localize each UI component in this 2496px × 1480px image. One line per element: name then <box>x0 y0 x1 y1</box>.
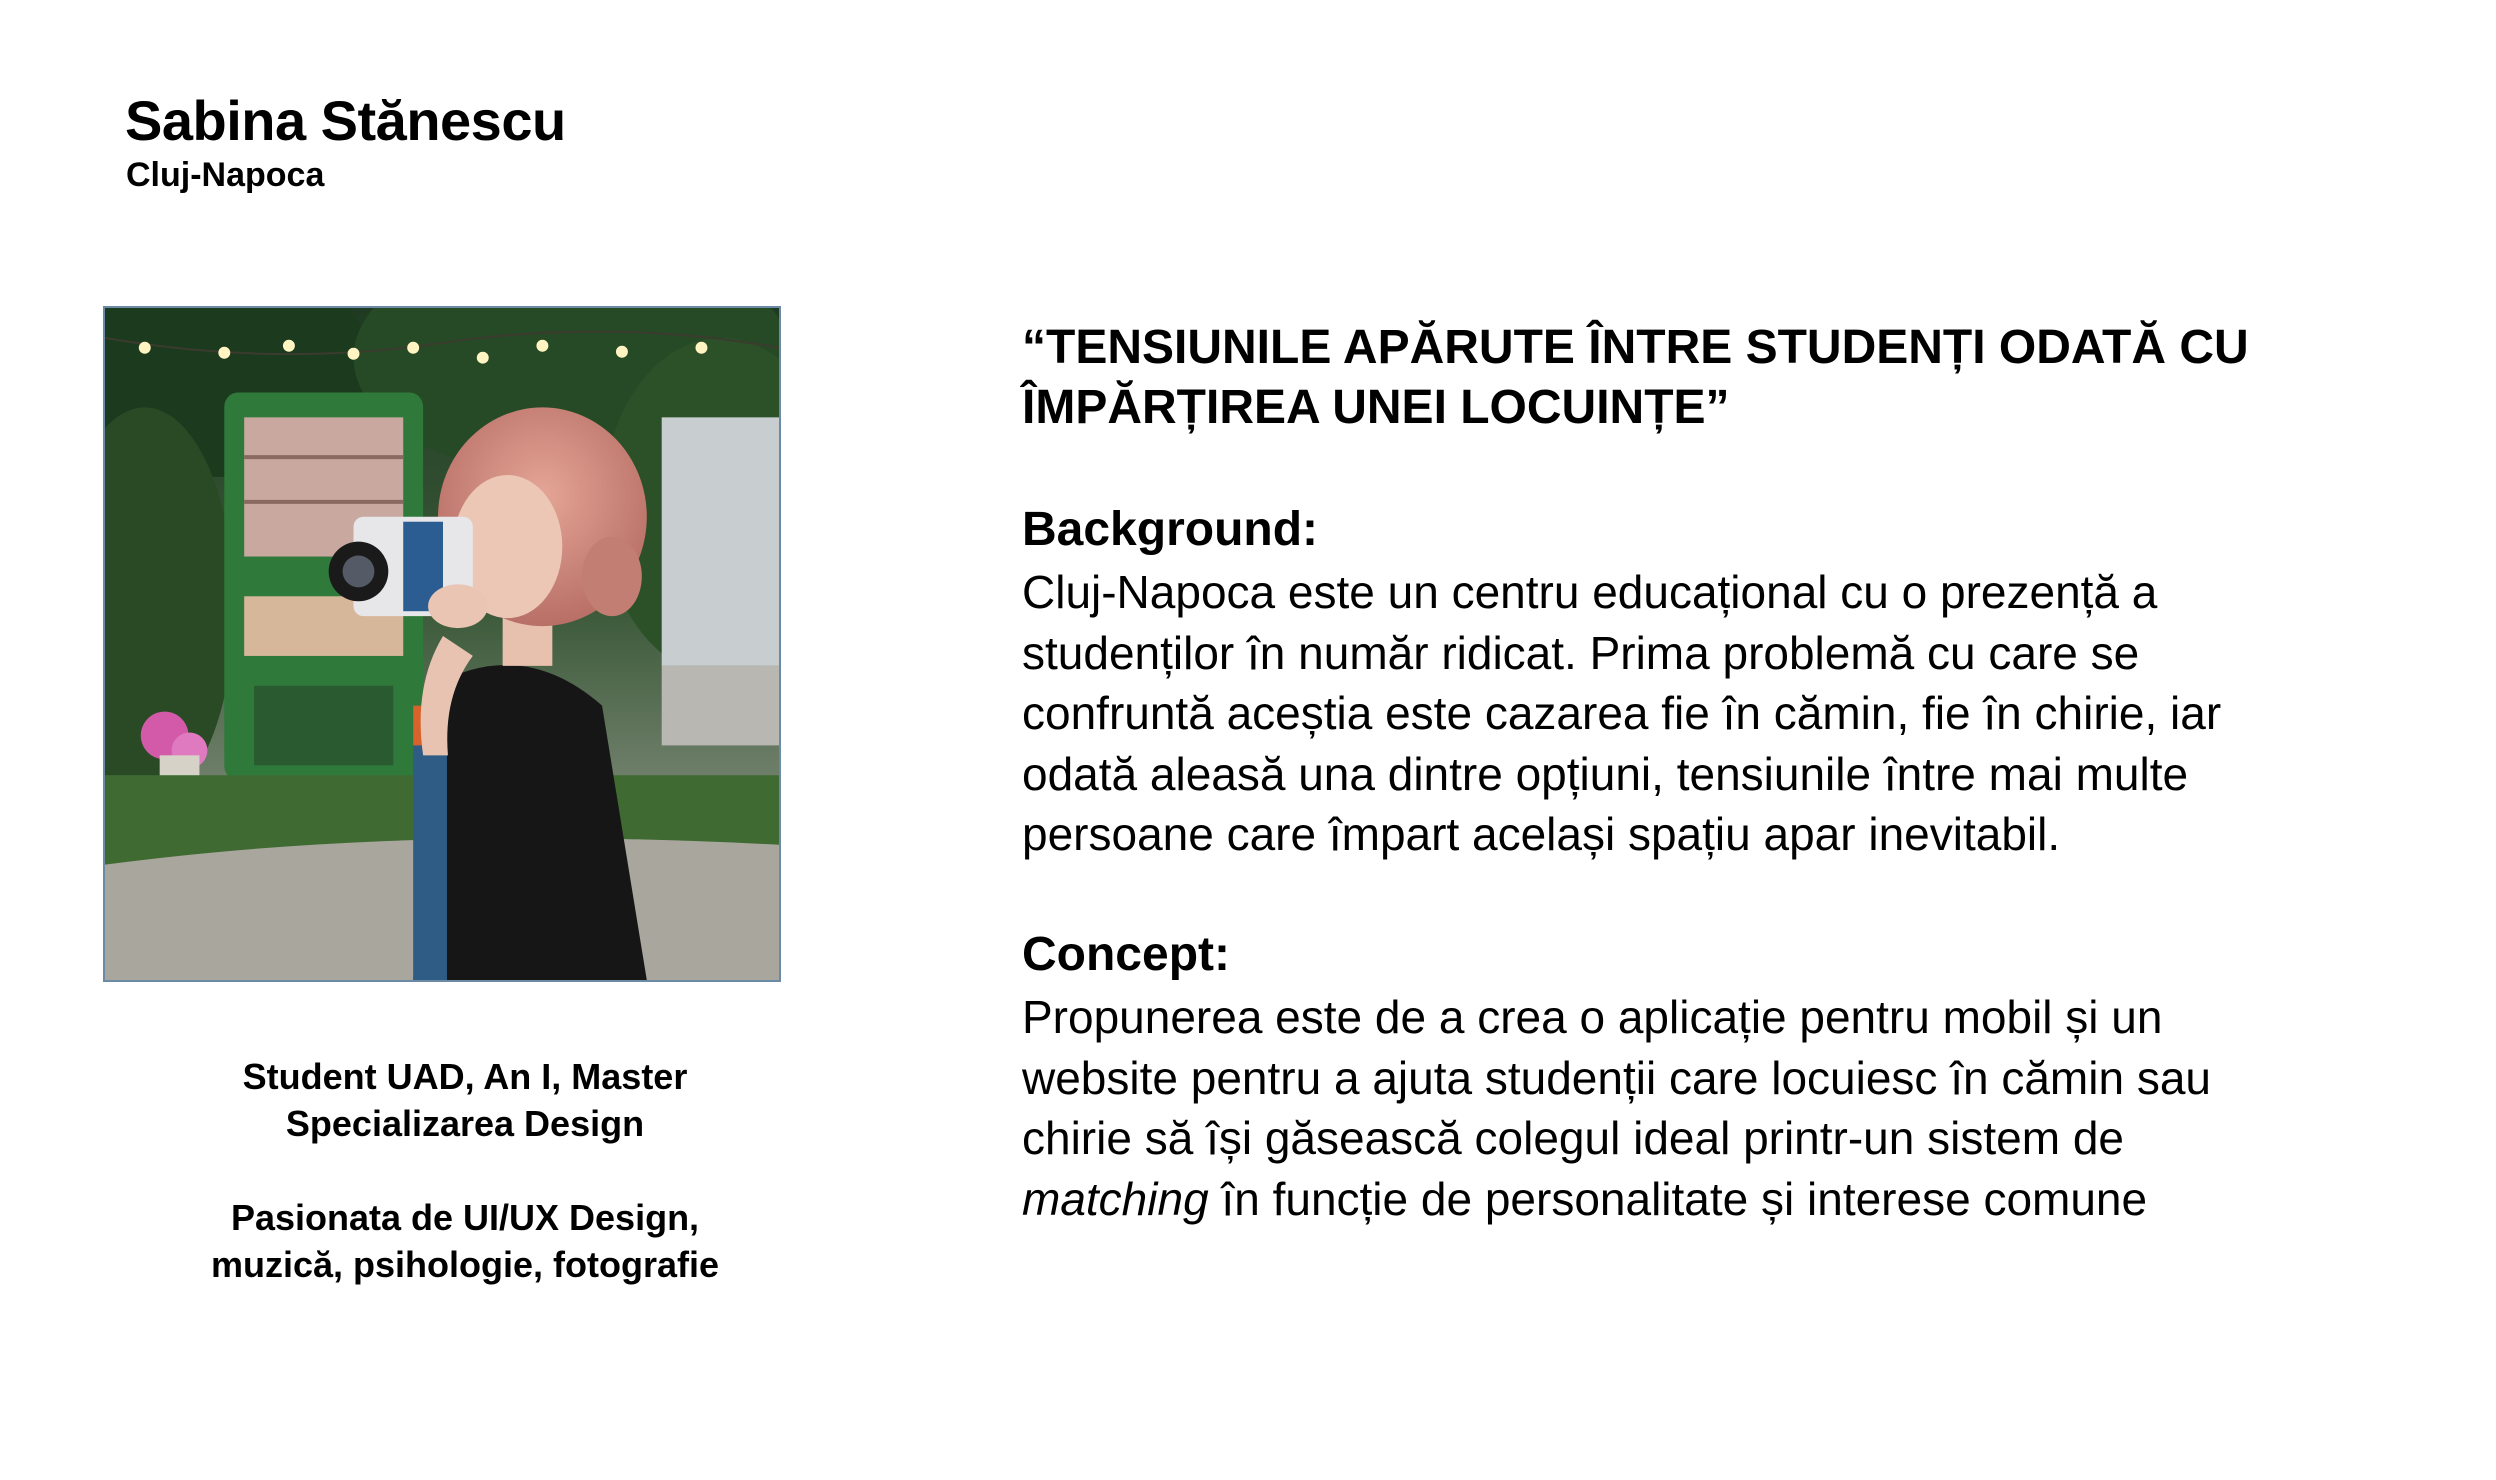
paragraph-line: odată aleasă una dintre opțiuni, tensiunile între mai multe <box>1022 747 2189 800</box>
hobby-line: muzică, psihologie, fotografie <box>210 1244 720 1285</box>
paragraph-line: persoane care împart același spațiu apar inevitabil. <box>1022 808 2061 860</box>
profile-name: Sabina Stănescu <box>125 89 566 152</box>
concept-heading: Concept: <box>1022 928 1230 981</box>
profile-photo <box>103 306 781 982</box>
portrait-photo-icon <box>105 308 779 980</box>
hobby-line: Pasionata de UI/UX Design, <box>230 1197 700 1238</box>
paragraph-line: Cluj-Napoca este un centru educațional cu o prezență a <box>1022 566 2158 618</box>
profile-city: Cluj-Napoca <box>126 156 325 194</box>
hobby-caption <box>150 1194 780 1288</box>
paragraph-line: Propunerea este de a crea o aplicație pentru mobil și un <box>1022 991 2163 1043</box>
paragraph-last-line <box>1022 1169 2462 1230</box>
background-paragraph <box>1022 562 2462 865</box>
headline-quote <box>1022 318 2462 438</box>
paragraph-line: website pentru a ajuta studenții care locuiesc în cămin sau <box>1022 1051 2211 1104</box>
study-line: Student UAD, An I, Master <box>242 1056 688 1097</box>
paragraph-line: studenților în număr ridicat. Prima problemă cu care se <box>1022 626 2140 679</box>
headline-line: ÎMPĂRȚIREA UNEI LOCUINȚE” <box>1022 381 1730 434</box>
paragraph-line-rest: în funcție de personalitate și interese comune <box>1208 1172 2148 1225</box>
headline-line: “TENSIUNILE APĂRUTE ÎNTRE STUDENȚI ODATĂ CU <box>1022 321 2249 374</box>
study-line: Specializarea Design <box>285 1103 645 1144</box>
paragraph-line: confruntă aceștia este cazarea fie în cămin, fie în chirie, iar <box>1022 687 2222 739</box>
paragraph-line: chirie să își găsească colegul ideal printr-un sistem de <box>1022 1112 2124 1164</box>
matching-emphasis: matching <box>1022 1172 1209 1225</box>
concept-paragraph <box>1022 987 2462 1229</box>
background-heading: Background: <box>1022 503 1319 556</box>
study-caption <box>150 1053 780 1147</box>
